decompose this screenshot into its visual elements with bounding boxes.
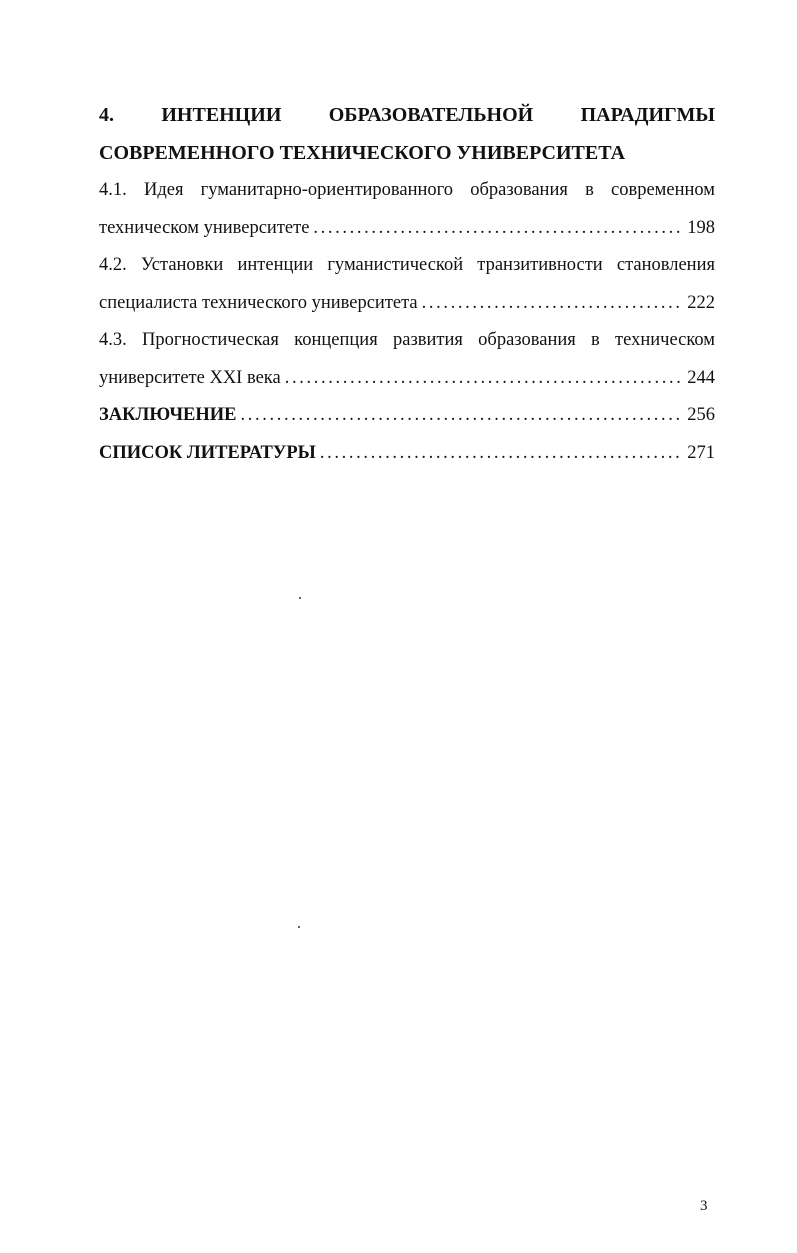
toc-entry-title-cont: специалиста технического университета [99, 292, 418, 313]
chapter-heading-line2: СОВРЕМЕННОГО ТЕХНИЧЕСКОГО УНИВЕРСИТЕТА [99, 142, 626, 164]
toc-entry-title: 4.3. Прогностическая концепция развития образования в техническом [99, 330, 715, 350]
page-number: 3 [700, 1198, 708, 1214]
toc-page-number: 222 [687, 292, 715, 313]
toc-page-number: 198 [687, 217, 715, 238]
dot-leader [320, 435, 681, 473]
toc-entry-leader [99, 285, 715, 323]
dot-leader [241, 397, 682, 435]
table-of-contents [99, 96, 715, 472]
toc-page-number: 271 [687, 442, 715, 463]
toc-entry-title-cont: университете XXI века [99, 367, 281, 388]
toc-entry-conclusion[interactable] [99, 397, 715, 435]
toc-entry-4-1[interactable] [99, 172, 715, 247]
dot-leader [313, 210, 681, 248]
toc-references-label: СПИСОК ЛИТЕРАТУРЫ [99, 442, 316, 463]
toc-entry-title: 4.1. Идея гуманитарно-ориентированного образования в современном [99, 180, 715, 200]
chapter-number: 4. [99, 104, 114, 126]
dot-leader [422, 285, 682, 323]
toc-conclusion-label: ЗАКЛЮЧЕНИЕ [99, 405, 237, 425]
toc-entry-references[interactable] [99, 435, 715, 473]
chapter-heading [99, 96, 715, 172]
chapter-title-word-1: ИНТЕНЦИИ [161, 104, 282, 126]
chapter-title-word-3: ПАРАДИГМЫ [580, 104, 715, 126]
toc-entry-4-2[interactable] [99, 247, 715, 322]
toc-entry-4-3[interactable] [99, 322, 715, 397]
toc-entry-leader [99, 210, 715, 248]
toc-page-number: 244 [687, 367, 715, 388]
dot-leader [285, 360, 682, 398]
chapter-title-word-2: ОБРАЗОВАТЕЛЬНОЙ [328, 104, 534, 126]
toc-page-number: 256 [687, 405, 715, 425]
toc-entry-title-cont: техническом университете [99, 217, 310, 238]
chapter-heading-line1 [99, 96, 715, 134]
toc-entry-leader [99, 360, 715, 398]
scan-speck [298, 926, 300, 928]
toc-entry-title: 4.2. Установки интенции гуманистической транзитивности становления [99, 255, 715, 275]
scan-speck [299, 597, 301, 599]
